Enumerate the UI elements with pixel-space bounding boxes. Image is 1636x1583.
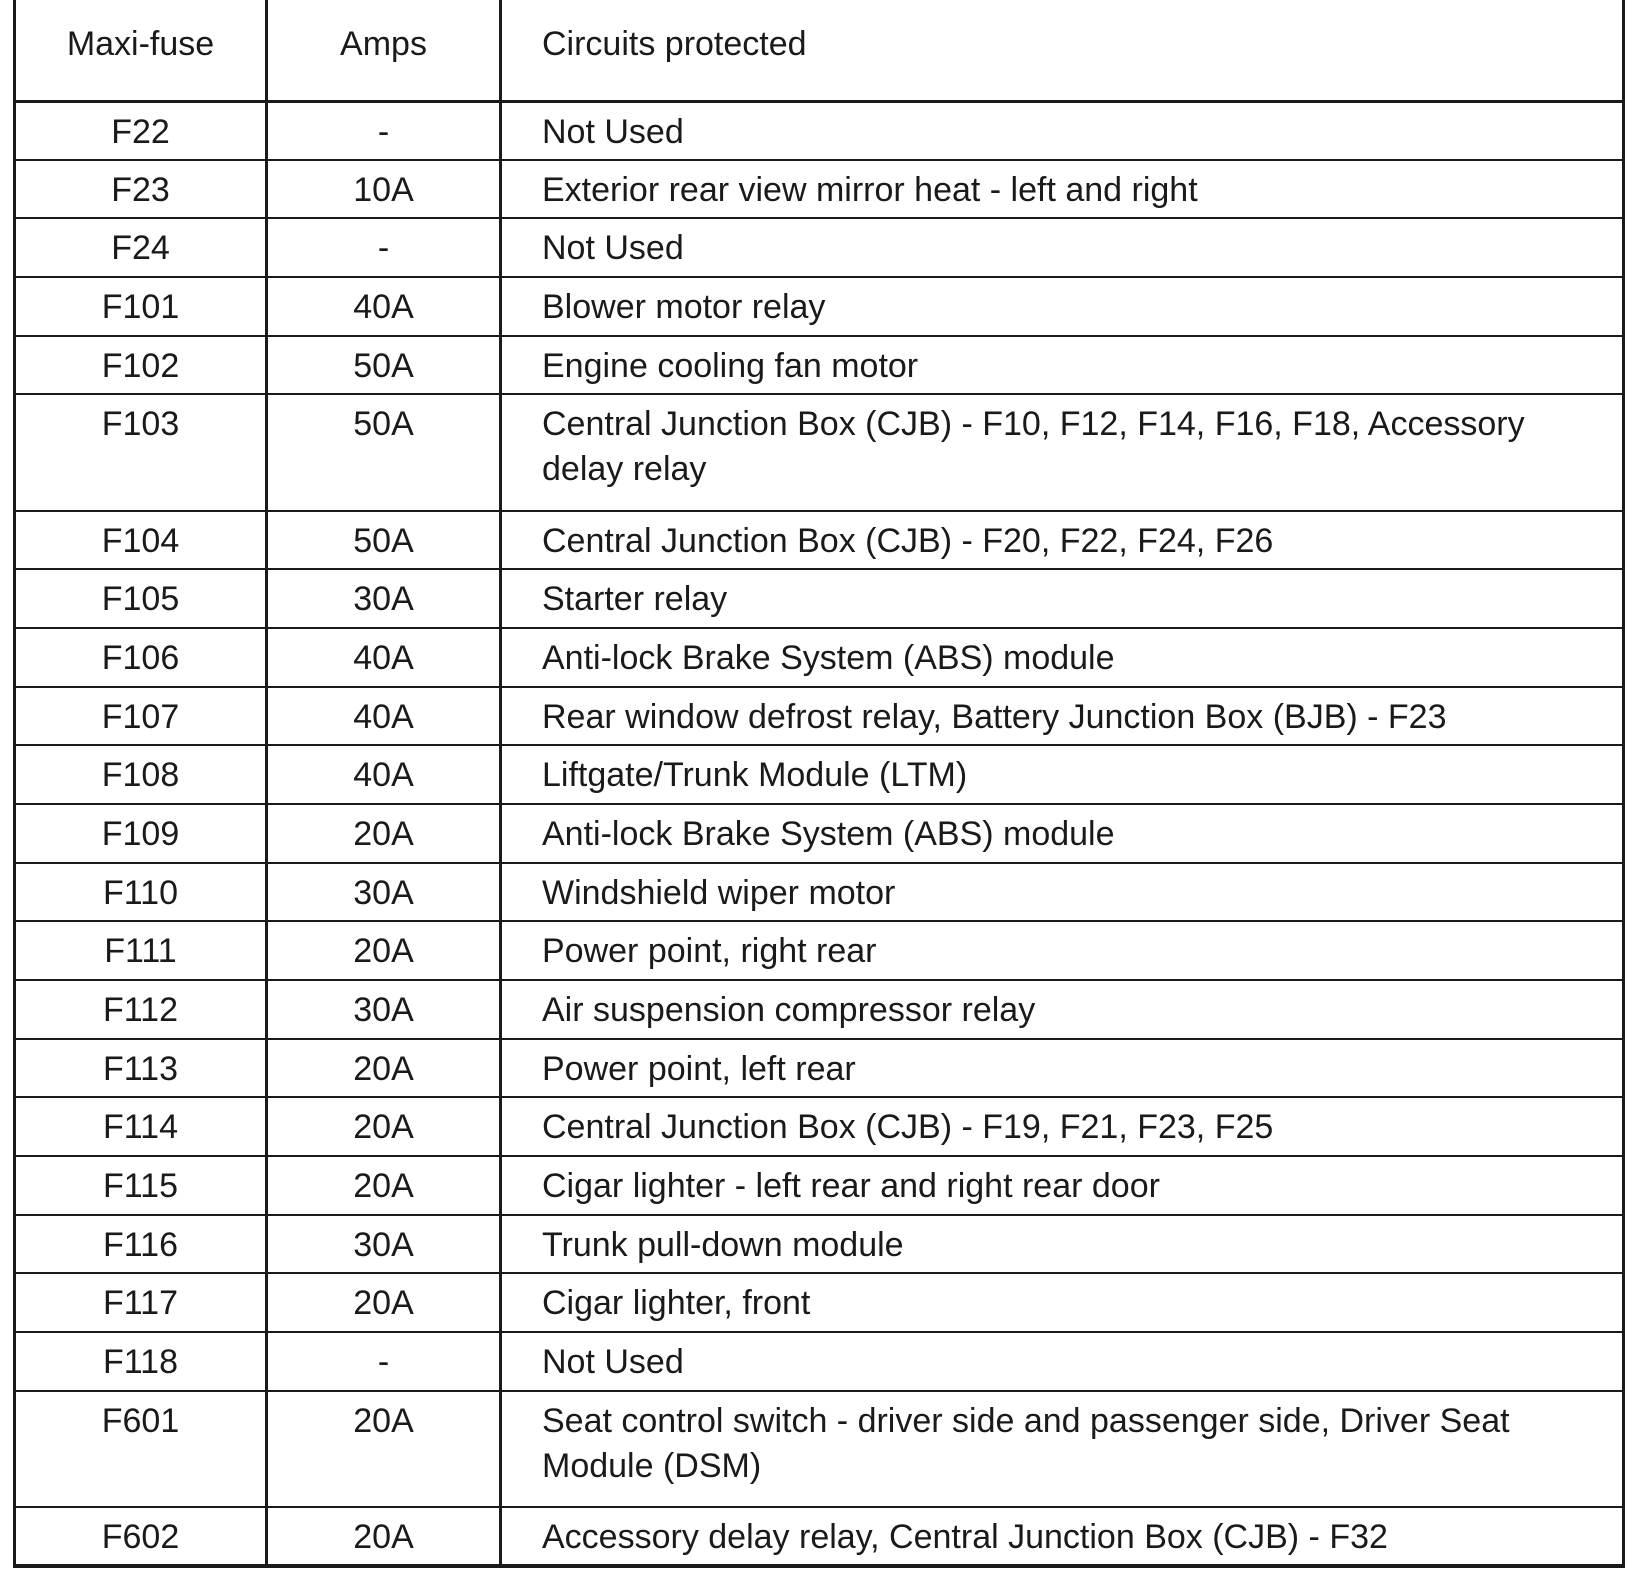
- header-maxi-fuse: Maxi-fuse: [15, 0, 267, 101]
- circuit-cell: Central Junction Box (CJB) - F10, F12, F14, F16, F18, Accessory delay relay: [501, 394, 1624, 510]
- fuse-cell: F23: [15, 160, 267, 219]
- table-row: [15, 1507, 1624, 1566]
- circuit-cell: Power point, right rear: [501, 921, 1624, 980]
- table-row: [15, 394, 1624, 510]
- circuit-cell: Not Used: [501, 101, 1624, 160]
- circuit-cell: Not Used: [501, 1332, 1624, 1391]
- fuse-cell: F115: [15, 1156, 267, 1215]
- amps-cell: 20A: [267, 921, 501, 980]
- table-row: [15, 804, 1624, 863]
- fuse-cell: F601: [15, 1391, 267, 1507]
- amps-cell: 40A: [267, 745, 501, 804]
- table-row: [15, 511, 1624, 570]
- fuse-cell: F118: [15, 1332, 267, 1391]
- circuit-cell: Blower motor relay: [501, 277, 1624, 336]
- amps-cell: -: [267, 101, 501, 160]
- amps-cell: 30A: [267, 980, 501, 1039]
- header-row: [15, 0, 1624, 101]
- fuse-cell: F111: [15, 921, 267, 980]
- circuit-cell: Accessory delay relay, Central Junction Box (CJB) - F32: [501, 1507, 1624, 1566]
- amps-cell: 40A: [267, 628, 501, 687]
- circuit-cell: Liftgate/Trunk Module (LTM): [501, 745, 1624, 804]
- circuit-cell: Windshield wiper motor: [501, 863, 1624, 922]
- table-row: [15, 277, 1624, 336]
- fuse-cell: F110: [15, 863, 267, 922]
- table-row: [15, 1156, 1624, 1215]
- table-body: [15, 101, 1624, 1566]
- amps-cell: 20A: [267, 1097, 501, 1156]
- circuit-cell: Seat control switch - driver side and passenger side, Driver Seat Module (DSM): [501, 1391, 1624, 1507]
- amps-cell: 10A: [267, 160, 501, 219]
- circuit-cell: Central Junction Box (CJB) - F19, F21, F23, F25: [501, 1097, 1624, 1156]
- amps-cell: 50A: [267, 394, 501, 510]
- amps-cell: 50A: [267, 511, 501, 570]
- fuse-cell: F113: [15, 1039, 267, 1098]
- table-header: [15, 0, 1624, 101]
- amps-cell: 30A: [267, 569, 501, 628]
- circuit-cell: Engine cooling fan motor: [501, 336, 1624, 395]
- amps-cell: -: [267, 1332, 501, 1391]
- circuit-cell: Anti-lock Brake System (ABS) module: [501, 628, 1624, 687]
- table-row: [15, 160, 1624, 219]
- fuse-cell: F101: [15, 277, 267, 336]
- table-row: [15, 218, 1624, 277]
- fuse-cell: F116: [15, 1215, 267, 1274]
- circuit-cell: Anti-lock Brake System (ABS) module: [501, 804, 1624, 863]
- table-row: [15, 1097, 1624, 1156]
- table-row: [15, 863, 1624, 922]
- circuit-cell: Cigar lighter, front: [501, 1273, 1624, 1332]
- table-row: [15, 980, 1624, 1039]
- fuse-cell: F104: [15, 511, 267, 570]
- fuse-cell: F117: [15, 1273, 267, 1332]
- circuit-cell: Exterior rear view mirror heat - left and right: [501, 160, 1624, 219]
- table-row: [15, 1391, 1624, 1507]
- table-row: [15, 1215, 1624, 1274]
- fuse-cell: F22: [15, 101, 267, 160]
- fuse-cell: F103: [15, 394, 267, 510]
- header-circuits-protected: Circuits protected: [501, 0, 1624, 101]
- table-row: [15, 628, 1624, 687]
- amps-cell: 20A: [267, 1039, 501, 1098]
- table-row: [15, 336, 1624, 395]
- circuit-cell: Starter relay: [501, 569, 1624, 628]
- amps-cell: 20A: [267, 1507, 501, 1566]
- circuit-cell: Trunk pull-down module: [501, 1215, 1624, 1274]
- circuit-cell: Not Used: [501, 218, 1624, 277]
- maxi-fuse-table: [13, 0, 1625, 1568]
- fuse-cell: F106: [15, 628, 267, 687]
- table-row: [15, 687, 1624, 746]
- amps-cell: 20A: [267, 804, 501, 863]
- fuse-cell: F112: [15, 980, 267, 1039]
- fuse-cell: F114: [15, 1097, 267, 1156]
- circuit-cell: Air suspension compressor relay: [501, 980, 1624, 1039]
- table-row: [15, 569, 1624, 628]
- table-row: [15, 745, 1624, 804]
- fuse-cell: F24: [15, 218, 267, 277]
- fuse-cell: F105: [15, 569, 267, 628]
- amps-cell: 20A: [267, 1391, 501, 1507]
- amps-cell: 40A: [267, 277, 501, 336]
- amps-cell: -: [267, 218, 501, 277]
- fuse-cell: F107: [15, 687, 267, 746]
- table-row: [15, 1273, 1624, 1332]
- table-row: [15, 921, 1624, 980]
- header-amps: Amps: [267, 0, 501, 101]
- fuse-cell: F109: [15, 804, 267, 863]
- amps-cell: 20A: [267, 1273, 501, 1332]
- fuse-cell: F102: [15, 336, 267, 395]
- amps-cell: 30A: [267, 1215, 501, 1274]
- fuse-cell: F108: [15, 745, 267, 804]
- amps-cell: 50A: [267, 336, 501, 395]
- circuit-cell: Central Junction Box (CJB) - F20, F22, F24, F26: [501, 511, 1624, 570]
- amps-cell: 30A: [267, 863, 501, 922]
- circuit-cell: Rear window defrost relay, Battery Junction Box (BJB) - F23: [501, 687, 1624, 746]
- table-row: [15, 101, 1624, 160]
- table-row: [15, 1332, 1624, 1391]
- fuse-cell: F602: [15, 1507, 267, 1566]
- circuit-cell: Power point, left rear: [501, 1039, 1624, 1098]
- table-row: [15, 1039, 1624, 1098]
- circuit-cell: Cigar lighter - left rear and right rear door: [501, 1156, 1624, 1215]
- amps-cell: 20A: [267, 1156, 501, 1215]
- amps-cell: 40A: [267, 687, 501, 746]
